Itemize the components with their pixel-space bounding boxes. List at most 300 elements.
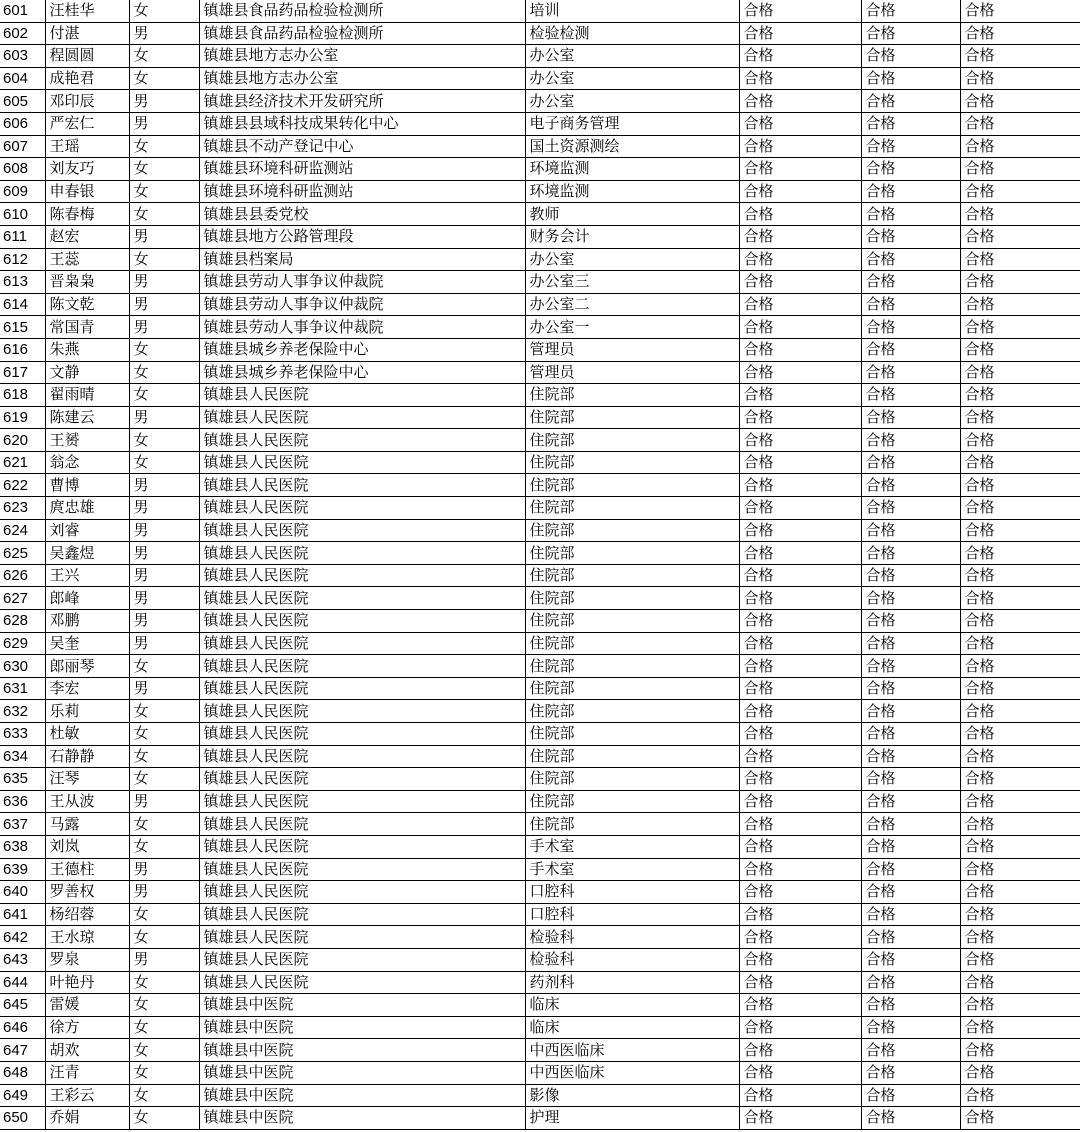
result-cell-2: 合格 bbox=[861, 474, 960, 497]
result-cell-3: 合格 bbox=[960, 835, 1080, 858]
result-cell-3: 合格 bbox=[960, 1084, 1080, 1107]
result-cell-1: 合格 bbox=[739, 723, 861, 746]
result-cell-1: 合格 bbox=[739, 158, 861, 181]
result-cell-1: 合格 bbox=[739, 0, 861, 22]
unit-cell: 镇雄县城乡养老保险中心 bbox=[199, 361, 525, 384]
row-number: 645 bbox=[0, 994, 45, 1017]
result-cell-2: 合格 bbox=[861, 0, 960, 22]
table-row bbox=[0, 655, 1080, 678]
gender-cell: 男 bbox=[129, 474, 199, 497]
result-cell-2: 合格 bbox=[861, 67, 960, 90]
result-cell-2: 合格 bbox=[861, 587, 960, 610]
gender-cell: 女 bbox=[129, 1039, 199, 1062]
result-cell-1: 合格 bbox=[739, 768, 861, 791]
table-row bbox=[0, 564, 1080, 587]
result-cell-1: 合格 bbox=[739, 677, 861, 700]
result-cell-2: 合格 bbox=[861, 45, 960, 68]
row-number: 649 bbox=[0, 1084, 45, 1107]
result-cell-1: 合格 bbox=[739, 248, 861, 271]
table-row bbox=[0, 474, 1080, 497]
gender-cell: 女 bbox=[129, 45, 199, 68]
name-cell: 乐莉 bbox=[45, 700, 129, 723]
name-cell: 翟雨晴 bbox=[45, 384, 129, 407]
position-cell: 电子商务管理 bbox=[525, 112, 739, 135]
result-cell-3: 合格 bbox=[960, 519, 1080, 542]
gender-cell: 男 bbox=[129, 858, 199, 881]
table-row bbox=[0, 926, 1080, 949]
name-cell: 王从波 bbox=[45, 790, 129, 813]
row-number: 618 bbox=[0, 384, 45, 407]
result-cell-1: 合格 bbox=[739, 610, 861, 633]
row-number: 625 bbox=[0, 542, 45, 565]
row-number: 644 bbox=[0, 971, 45, 994]
result-cell-2: 合格 bbox=[861, 542, 960, 565]
table-row bbox=[0, 971, 1080, 994]
result-cell-3: 合格 bbox=[960, 903, 1080, 926]
gender-cell: 男 bbox=[129, 406, 199, 429]
position-cell: 中西医临床 bbox=[525, 1061, 739, 1084]
result-cell-3: 合格 bbox=[960, 248, 1080, 271]
result-cell-2: 合格 bbox=[861, 497, 960, 520]
unit-cell: 镇雄县中医院 bbox=[199, 1084, 525, 1107]
row-number: 635 bbox=[0, 768, 45, 791]
result-cell-1: 合格 bbox=[739, 406, 861, 429]
unit-cell: 镇雄县人民医院 bbox=[199, 790, 525, 813]
unit-cell: 镇雄县地方志办公室 bbox=[199, 45, 525, 68]
table-row bbox=[0, 67, 1080, 90]
table-row bbox=[0, 158, 1080, 181]
gender-cell: 男 bbox=[129, 881, 199, 904]
row-number: 630 bbox=[0, 655, 45, 678]
row-number: 647 bbox=[0, 1039, 45, 1062]
table-row bbox=[0, 135, 1080, 158]
result-cell-3: 合格 bbox=[960, 700, 1080, 723]
result-cell-1: 合格 bbox=[739, 429, 861, 452]
name-cell: 雷媛 bbox=[45, 994, 129, 1017]
row-number: 629 bbox=[0, 632, 45, 655]
unit-cell: 镇雄县食品药品检验检测所 bbox=[199, 0, 525, 22]
position-cell: 住院部 bbox=[525, 655, 739, 678]
gender-cell: 男 bbox=[129, 587, 199, 610]
gender-cell: 男 bbox=[129, 225, 199, 248]
result-cell-3: 合格 bbox=[960, 361, 1080, 384]
table-row bbox=[0, 112, 1080, 135]
row-number: 619 bbox=[0, 406, 45, 429]
table-row bbox=[0, 768, 1080, 791]
result-cell-1: 合格 bbox=[739, 22, 861, 45]
result-cell-3: 合格 bbox=[960, 225, 1080, 248]
position-cell: 国土资源测绘 bbox=[525, 135, 739, 158]
gender-cell: 男 bbox=[129, 497, 199, 520]
row-number: 606 bbox=[0, 112, 45, 135]
result-cell-3: 合格 bbox=[960, 293, 1080, 316]
table-row bbox=[0, 994, 1080, 1017]
result-cell-3: 合格 bbox=[960, 271, 1080, 294]
unit-cell: 镇雄县人民医院 bbox=[199, 384, 525, 407]
unit-cell: 镇雄县档案局 bbox=[199, 248, 525, 271]
name-cell: 王兴 bbox=[45, 564, 129, 587]
name-cell: 吴鑫煜 bbox=[45, 542, 129, 565]
result-cell-2: 合格 bbox=[861, 723, 960, 746]
row-number: 603 bbox=[0, 45, 45, 68]
name-cell: 严宏仁 bbox=[45, 112, 129, 135]
result-cell-3: 合格 bbox=[960, 474, 1080, 497]
result-cell-2: 合格 bbox=[861, 835, 960, 858]
row-number: 620 bbox=[0, 429, 45, 452]
result-cell-2: 合格 bbox=[861, 1061, 960, 1084]
position-cell: 环境监测 bbox=[525, 180, 739, 203]
unit-cell: 镇雄县城乡养老保险中心 bbox=[199, 338, 525, 361]
unit-cell: 镇雄县人民医院 bbox=[199, 451, 525, 474]
gender-cell: 女 bbox=[129, 67, 199, 90]
table-row bbox=[0, 45, 1080, 68]
result-cell-3: 合格 bbox=[960, 406, 1080, 429]
unit-cell: 镇雄县人民医院 bbox=[199, 610, 525, 633]
unit-cell: 镇雄县环境科研监测站 bbox=[199, 158, 525, 181]
name-cell: 文静 bbox=[45, 361, 129, 384]
result-cell-1: 合格 bbox=[739, 225, 861, 248]
gender-cell: 女 bbox=[129, 429, 199, 452]
gender-cell: 女 bbox=[129, 768, 199, 791]
row-number: 631 bbox=[0, 677, 45, 700]
table-row bbox=[0, 1061, 1080, 1084]
gender-cell: 男 bbox=[129, 519, 199, 542]
result-cell-3: 合格 bbox=[960, 632, 1080, 655]
position-cell: 住院部 bbox=[525, 700, 739, 723]
result-cell-1: 合格 bbox=[739, 564, 861, 587]
result-cell-1: 合格 bbox=[739, 90, 861, 113]
position-cell: 住院部 bbox=[525, 406, 739, 429]
table-row bbox=[0, 248, 1080, 271]
position-cell: 口腔科 bbox=[525, 881, 739, 904]
gender-cell: 男 bbox=[129, 271, 199, 294]
result-cell-1: 合格 bbox=[739, 271, 861, 294]
gender-cell: 女 bbox=[129, 655, 199, 678]
result-cell-2: 合格 bbox=[861, 790, 960, 813]
gender-cell: 女 bbox=[129, 135, 199, 158]
gender-cell: 女 bbox=[129, 1061, 199, 1084]
result-cell-2: 合格 bbox=[861, 745, 960, 768]
row-number: 627 bbox=[0, 587, 45, 610]
position-cell: 办公室 bbox=[525, 248, 739, 271]
result-cell-3: 合格 bbox=[960, 67, 1080, 90]
result-cell-1: 合格 bbox=[739, 835, 861, 858]
position-cell: 管理员 bbox=[525, 338, 739, 361]
row-number: 626 bbox=[0, 564, 45, 587]
result-cell-1: 合格 bbox=[739, 45, 861, 68]
gender-cell: 女 bbox=[129, 180, 199, 203]
gender-cell: 男 bbox=[129, 542, 199, 565]
result-cell-2: 合格 bbox=[861, 225, 960, 248]
result-cell-3: 合格 bbox=[960, 790, 1080, 813]
position-cell: 教师 bbox=[525, 203, 739, 226]
unit-cell: 镇雄县人民医院 bbox=[199, 542, 525, 565]
gender-cell: 女 bbox=[129, 158, 199, 181]
result-cell-3: 合格 bbox=[960, 1016, 1080, 1039]
position-cell: 临床 bbox=[525, 994, 739, 1017]
name-cell: 庹忠雄 bbox=[45, 497, 129, 520]
result-cell-2: 合格 bbox=[861, 881, 960, 904]
row-number: 624 bbox=[0, 519, 45, 542]
result-cell-3: 合格 bbox=[960, 723, 1080, 746]
name-cell: 刘睿 bbox=[45, 519, 129, 542]
unit-cell: 镇雄县地方公路管理段 bbox=[199, 225, 525, 248]
unit-cell: 镇雄县人民医院 bbox=[199, 948, 525, 971]
name-cell: 陈文乾 bbox=[45, 293, 129, 316]
row-number: 646 bbox=[0, 1016, 45, 1039]
row-number: 609 bbox=[0, 180, 45, 203]
position-cell: 手术室 bbox=[525, 835, 739, 858]
result-cell-3: 合格 bbox=[960, 158, 1080, 181]
name-cell: 邓鹏 bbox=[45, 610, 129, 633]
table-row bbox=[0, 700, 1080, 723]
unit-cell: 镇雄县人民医院 bbox=[199, 587, 525, 610]
name-cell: 郎丽琴 bbox=[45, 655, 129, 678]
result-cell-1: 合格 bbox=[739, 813, 861, 836]
row-number: 648 bbox=[0, 1061, 45, 1084]
gender-cell: 女 bbox=[129, 451, 199, 474]
result-cell-3: 合格 bbox=[960, 22, 1080, 45]
result-cell-3: 合格 bbox=[960, 677, 1080, 700]
position-cell: 住院部 bbox=[525, 677, 739, 700]
name-cell: 吴奎 bbox=[45, 632, 129, 655]
gender-cell: 男 bbox=[129, 632, 199, 655]
result-cell-2: 合格 bbox=[861, 610, 960, 633]
name-cell: 王赟 bbox=[45, 429, 129, 452]
row-number: 610 bbox=[0, 203, 45, 226]
position-cell: 住院部 bbox=[525, 564, 739, 587]
table-row bbox=[0, 271, 1080, 294]
result-cell-3: 合格 bbox=[960, 655, 1080, 678]
gender-cell: 男 bbox=[129, 948, 199, 971]
result-cell-1: 合格 bbox=[739, 1107, 861, 1130]
name-cell: 翁念 bbox=[45, 451, 129, 474]
gender-cell: 女 bbox=[129, 971, 199, 994]
gender-cell: 女 bbox=[129, 1016, 199, 1039]
result-cell-3: 合格 bbox=[960, 971, 1080, 994]
result-cell-2: 合格 bbox=[861, 429, 960, 452]
table-row bbox=[0, 542, 1080, 565]
row-number: 634 bbox=[0, 745, 45, 768]
result-cell-3: 合格 bbox=[960, 90, 1080, 113]
row-number: 650 bbox=[0, 1107, 45, 1130]
gender-cell: 男 bbox=[129, 790, 199, 813]
result-cell-2: 合格 bbox=[861, 158, 960, 181]
result-cell-2: 合格 bbox=[861, 203, 960, 226]
row-number: 614 bbox=[0, 293, 45, 316]
unit-cell: 镇雄县人民医院 bbox=[199, 813, 525, 836]
position-cell: 环境监测 bbox=[525, 158, 739, 181]
result-cell-2: 合格 bbox=[861, 406, 960, 429]
position-cell: 管理员 bbox=[525, 361, 739, 384]
result-cell-3: 合格 bbox=[960, 858, 1080, 881]
result-cell-1: 合格 bbox=[739, 180, 861, 203]
unit-cell: 镇雄县人民医院 bbox=[199, 474, 525, 497]
position-cell: 办公室 bbox=[525, 90, 739, 113]
row-number: 605 bbox=[0, 90, 45, 113]
result-cell-3: 合格 bbox=[960, 994, 1080, 1017]
result-cell-2: 合格 bbox=[861, 994, 960, 1017]
table-row bbox=[0, 1016, 1080, 1039]
result-cell-3: 合格 bbox=[960, 948, 1080, 971]
result-cell-1: 合格 bbox=[739, 790, 861, 813]
table-row bbox=[0, 813, 1080, 836]
result-cell-1: 合格 bbox=[739, 135, 861, 158]
position-cell: 检验科 bbox=[525, 948, 739, 971]
result-cell-2: 合格 bbox=[861, 813, 960, 836]
table-row bbox=[0, 745, 1080, 768]
name-cell: 刘友巧 bbox=[45, 158, 129, 181]
result-cell-1: 合格 bbox=[739, 112, 861, 135]
result-cell-2: 合格 bbox=[861, 112, 960, 135]
unit-cell: 镇雄县人民医院 bbox=[199, 632, 525, 655]
gender-cell: 男 bbox=[129, 677, 199, 700]
position-cell: 住院部 bbox=[525, 451, 739, 474]
result-cell-2: 合格 bbox=[861, 1016, 960, 1039]
position-cell: 检验检测 bbox=[525, 22, 739, 45]
row-number: 621 bbox=[0, 451, 45, 474]
position-cell: 办公室二 bbox=[525, 293, 739, 316]
position-cell: 财务会计 bbox=[525, 225, 739, 248]
result-cell-3: 合格 bbox=[960, 610, 1080, 633]
result-cell-1: 合格 bbox=[739, 903, 861, 926]
table-row bbox=[0, 1084, 1080, 1107]
position-cell: 住院部 bbox=[525, 497, 739, 520]
row-number: 638 bbox=[0, 835, 45, 858]
row-number: 641 bbox=[0, 903, 45, 926]
result-cell-2: 合格 bbox=[861, 384, 960, 407]
result-cell-2: 合格 bbox=[861, 1039, 960, 1062]
result-cell-1: 合格 bbox=[739, 384, 861, 407]
position-cell: 住院部 bbox=[525, 745, 739, 768]
result-cell-2: 合格 bbox=[861, 632, 960, 655]
position-cell: 住院部 bbox=[525, 632, 739, 655]
unit-cell: 镇雄县人民医院 bbox=[199, 564, 525, 587]
result-cell-2: 合格 bbox=[861, 768, 960, 791]
name-cell: 赵宏 bbox=[45, 225, 129, 248]
result-cell-3: 合格 bbox=[960, 112, 1080, 135]
name-cell: 陈春梅 bbox=[45, 203, 129, 226]
gender-cell: 女 bbox=[129, 903, 199, 926]
row-number: 616 bbox=[0, 338, 45, 361]
row-number: 623 bbox=[0, 497, 45, 520]
name-cell: 王蕊 bbox=[45, 248, 129, 271]
result-cell-2: 合格 bbox=[861, 971, 960, 994]
unit-cell: 镇雄县人民医院 bbox=[199, 406, 525, 429]
gender-cell: 男 bbox=[129, 293, 199, 316]
position-cell: 培训 bbox=[525, 0, 739, 22]
row-number: 639 bbox=[0, 858, 45, 881]
result-cell-1: 合格 bbox=[739, 632, 861, 655]
table-row bbox=[0, 338, 1080, 361]
name-cell: 杜敏 bbox=[45, 723, 129, 746]
name-cell: 汪桂华 bbox=[45, 0, 129, 22]
table-row bbox=[0, 948, 1080, 971]
result-cell-1: 合格 bbox=[739, 926, 861, 949]
gender-cell: 女 bbox=[129, 0, 199, 22]
result-cell-3: 合格 bbox=[960, 451, 1080, 474]
row-number: 643 bbox=[0, 948, 45, 971]
row-number: 640 bbox=[0, 881, 45, 904]
result-cell-1: 合格 bbox=[739, 519, 861, 542]
table-row bbox=[0, 790, 1080, 813]
unit-cell: 镇雄县县委党校 bbox=[199, 203, 525, 226]
gender-cell: 女 bbox=[129, 203, 199, 226]
position-cell: 护理 bbox=[525, 1107, 739, 1130]
unit-cell: 镇雄县人民医院 bbox=[199, 768, 525, 791]
table-row bbox=[0, 225, 1080, 248]
result-cell-1: 合格 bbox=[739, 497, 861, 520]
row-number: 628 bbox=[0, 610, 45, 633]
table-row bbox=[0, 858, 1080, 881]
position-cell: 住院部 bbox=[525, 474, 739, 497]
result-cell-1: 合格 bbox=[739, 745, 861, 768]
position-cell: 检验科 bbox=[525, 926, 739, 949]
unit-cell: 镇雄县人民医院 bbox=[199, 497, 525, 520]
gender-cell: 女 bbox=[129, 813, 199, 836]
gender-cell: 男 bbox=[129, 610, 199, 633]
unit-cell: 镇雄县中医院 bbox=[199, 994, 525, 1017]
table-row bbox=[0, 903, 1080, 926]
name-cell: 胡欢 bbox=[45, 1039, 129, 1062]
position-cell: 口腔科 bbox=[525, 903, 739, 926]
name-cell: 汪青 bbox=[45, 1061, 129, 1084]
row-number: 617 bbox=[0, 361, 45, 384]
row-number: 633 bbox=[0, 723, 45, 746]
table-row bbox=[0, 203, 1080, 226]
table-row bbox=[0, 180, 1080, 203]
name-cell: 杨绍蓉 bbox=[45, 903, 129, 926]
unit-cell: 镇雄县人民医院 bbox=[199, 700, 525, 723]
gender-cell: 男 bbox=[129, 22, 199, 45]
result-cell-2: 合格 bbox=[861, 903, 960, 926]
position-cell: 药剂科 bbox=[525, 971, 739, 994]
position-cell: 住院部 bbox=[525, 587, 739, 610]
result-cell-2: 合格 bbox=[861, 22, 960, 45]
row-number: 611 bbox=[0, 225, 45, 248]
gender-cell: 女 bbox=[129, 723, 199, 746]
result-cell-1: 合格 bbox=[739, 474, 861, 497]
gender-cell: 女 bbox=[129, 384, 199, 407]
unit-cell: 镇雄县地方志办公室 bbox=[199, 67, 525, 90]
gender-cell: 女 bbox=[129, 926, 199, 949]
unit-cell: 镇雄县人民医院 bbox=[199, 677, 525, 700]
result-cell-1: 合格 bbox=[739, 203, 861, 226]
result-cell-3: 合格 bbox=[960, 180, 1080, 203]
position-cell: 临床 bbox=[525, 1016, 739, 1039]
row-number: 613 bbox=[0, 271, 45, 294]
unit-cell: 镇雄县人民医院 bbox=[199, 429, 525, 452]
table-row bbox=[0, 497, 1080, 520]
gender-cell: 女 bbox=[129, 994, 199, 1017]
position-cell: 住院部 bbox=[525, 429, 739, 452]
gender-cell: 女 bbox=[129, 700, 199, 723]
result-cell-1: 合格 bbox=[739, 1084, 861, 1107]
result-cell-1: 合格 bbox=[739, 971, 861, 994]
result-cell-1: 合格 bbox=[739, 881, 861, 904]
name-cell: 曹博 bbox=[45, 474, 129, 497]
unit-cell: 镇雄县人民医院 bbox=[199, 745, 525, 768]
unit-cell: 镇雄县经济技术开发研究所 bbox=[199, 90, 525, 113]
name-cell: 邓印辰 bbox=[45, 90, 129, 113]
result-cell-3: 合格 bbox=[960, 745, 1080, 768]
result-cell-1: 合格 bbox=[739, 293, 861, 316]
row-number: 632 bbox=[0, 700, 45, 723]
position-cell: 住院部 bbox=[525, 790, 739, 813]
row-number: 622 bbox=[0, 474, 45, 497]
name-cell: 王瑶 bbox=[45, 135, 129, 158]
result-cell-2: 合格 bbox=[861, 564, 960, 587]
